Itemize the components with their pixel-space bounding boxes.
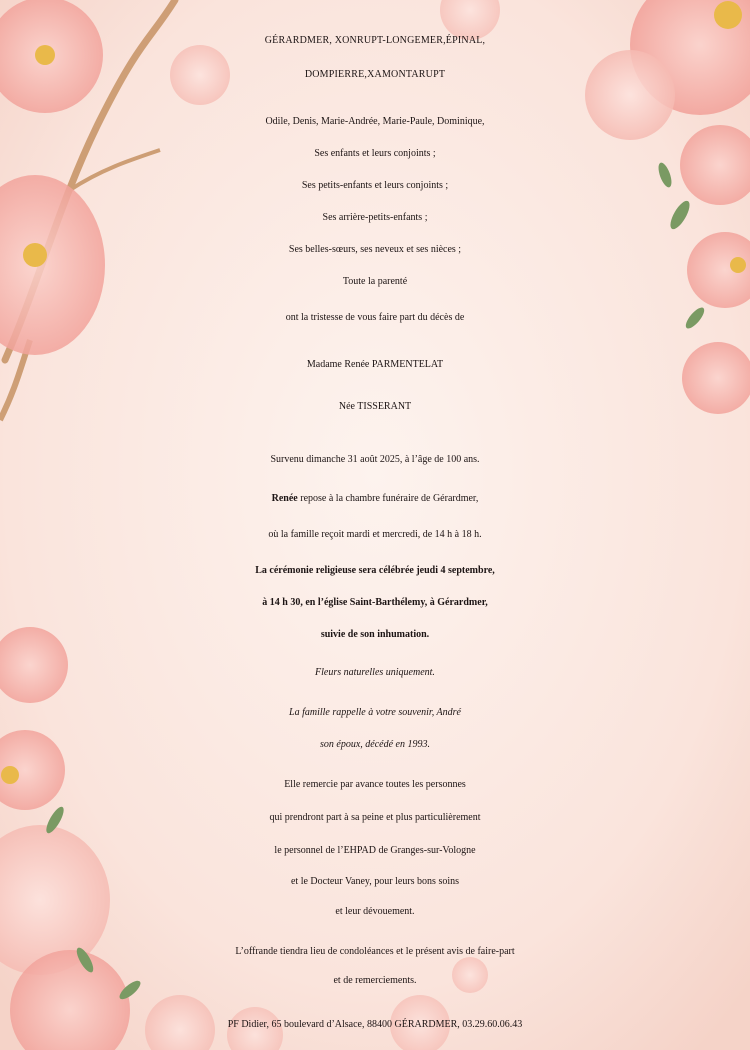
family-line-6: Toute la parenté	[342, 276, 408, 287]
offering-line-1: L’offrande tiendra lieu de condoléances et le présent avis de faire-part	[235, 946, 515, 957]
places-line-1: GÉRARDMER, XONRUPT-LONGEMER,ÉPINAL,	[264, 35, 486, 46]
rest-text: repose à la chambre funéraire de Gérardmer,	[297, 493, 479, 504]
rest-first-name: Renée	[271, 493, 298, 504]
thanks-line-4: et le Docteur Vaney, pour leurs bons soins	[290, 876, 460, 887]
ceremony-line-3: suivie de son inhumation.	[320, 629, 430, 640]
flowers-note: Fleurs naturelles uniquement.	[315, 667, 435, 678]
thanks-line-5: et leur dévouement.	[335, 906, 415, 917]
death-announcement: Survenu dimanche 31 août 2025, à l’âge de 100 ans.	[270, 454, 480, 465]
offering-line-2: et de remerciements.	[333, 975, 417, 986]
thanks-line-2: qui prendront part à sa peine et plus particulièrement	[269, 812, 481, 823]
deceased-maiden-name: Née TISSERANT	[338, 401, 412, 412]
ceremony-line-2: à 14 h 30, en l’église Saint-Barthélemy, à Gérardmer,	[262, 597, 488, 608]
family-line-5: Ses belles-sœurs, ses neveux et ses nièces ;	[288, 244, 462, 255]
family-line-4: Ses arrière-petits-enfants ;	[322, 212, 428, 223]
family-line-7: ont la tristesse de vous faire part du décès de	[285, 312, 465, 323]
rest-line-2: où la famille reçoit mardi et mercredi, de 14 h à 18 h.	[268, 529, 482, 540]
remembrance-line-2: son époux, décédé en 1993.	[320, 739, 430, 750]
funeral-home-contact: PF Didier, 65 boulevard d’Alsace, 88400 GÉRARDMER, 03.29.60.06.43	[227, 1019, 523, 1030]
places-line-2: DOMPIERRE,XAMONTARUPT	[304, 69, 446, 80]
rest-line-1	[0, 494, 750, 504]
ceremony-line-1: La cérémonie religieuse sera célébrée jeudi 4 septembre,	[255, 565, 495, 576]
family-line-3: Ses petits-enfants et leurs conjoints ;	[301, 180, 449, 191]
deceased-name: Madame Renée PARMENTELAT	[306, 359, 444, 370]
remembrance-line-1: La famille rappelle à votre souvenir, André	[289, 707, 461, 718]
thanks-line-3: le personnel de l’EHPAD de Granges-sur-Vologne	[274, 845, 476, 856]
thanks-line-1: Elle remercie par avance toutes les personnes	[284, 779, 466, 790]
family-line-1: Odile, Denis, Marie-Andrée, Marie-Paule, Dominique,	[265, 116, 485, 127]
family-line-2: Ses enfants et leurs conjoints ;	[314, 148, 436, 159]
